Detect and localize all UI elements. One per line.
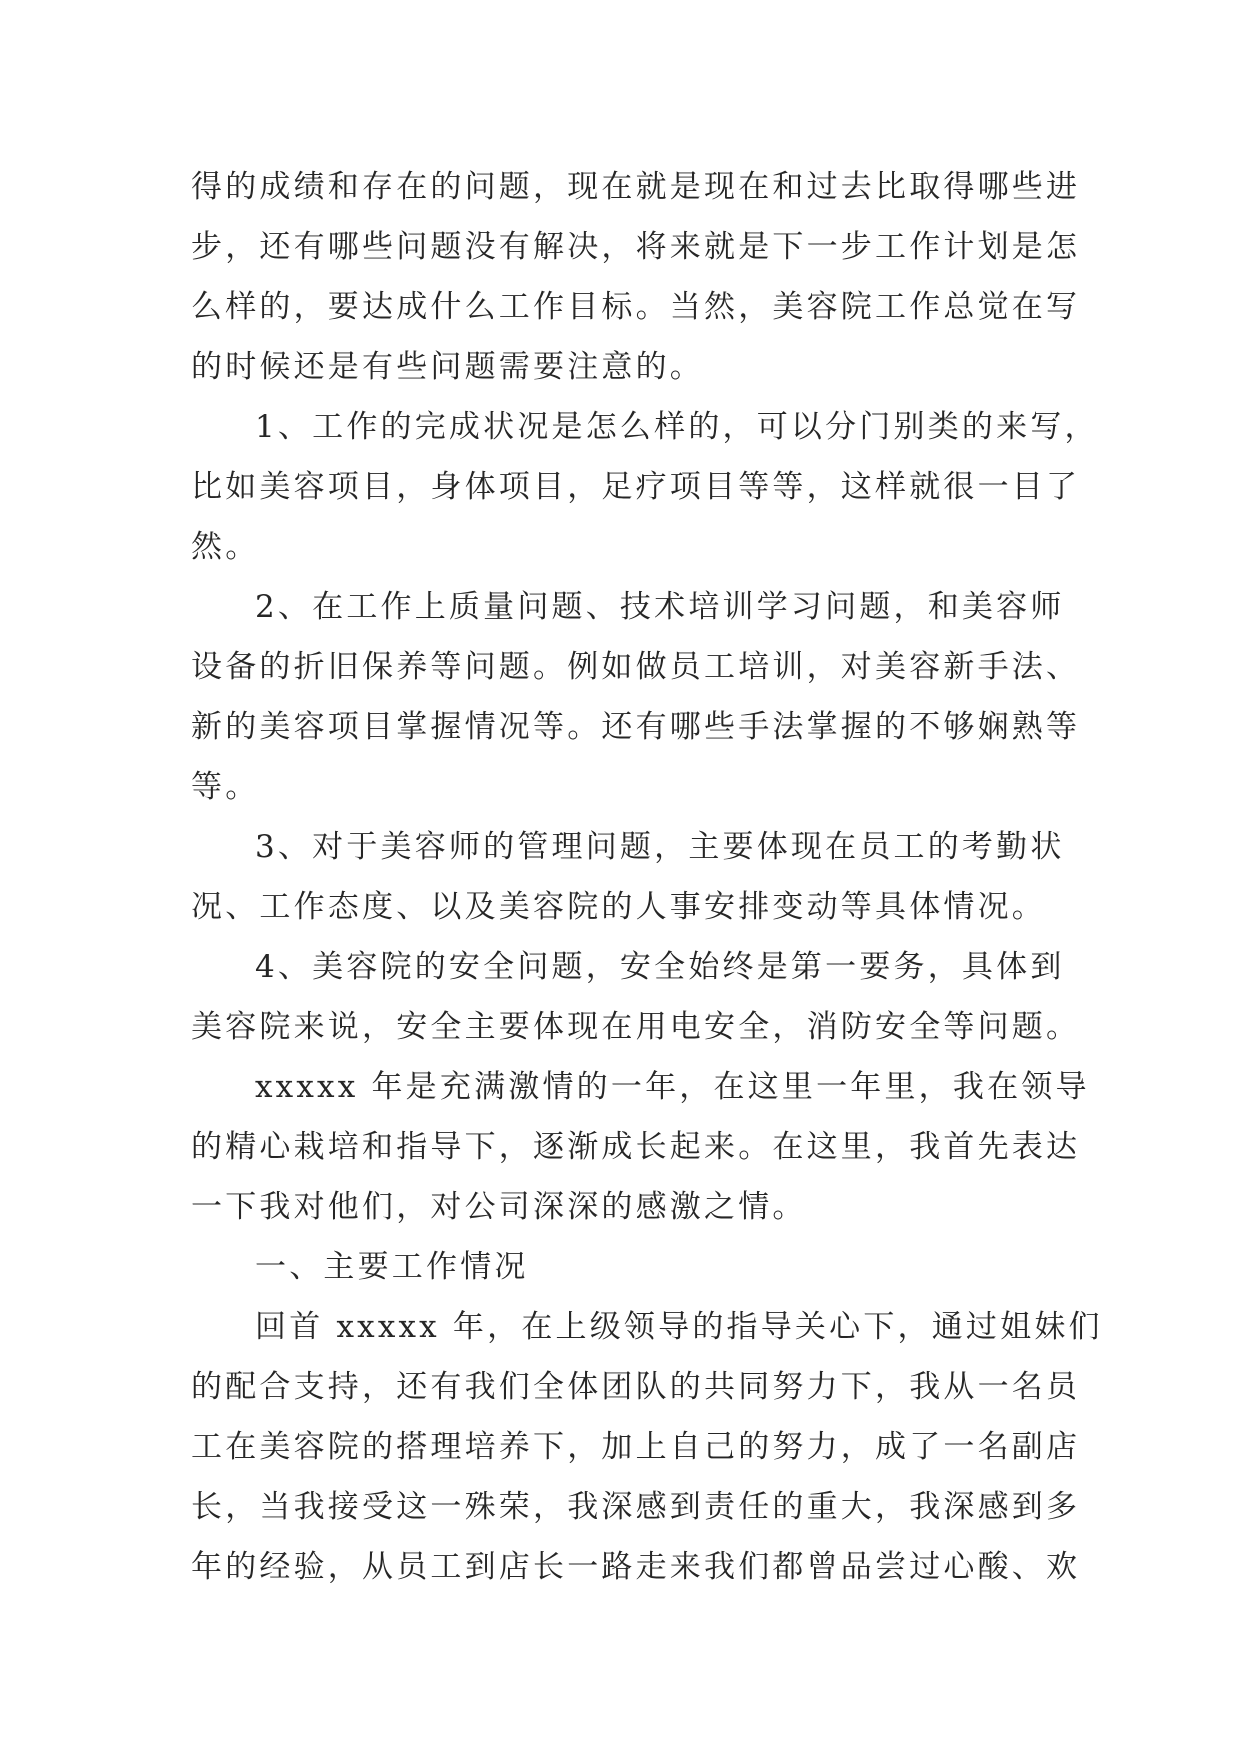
text-line: 新的美容项目掌握情况等。还有哪些手法掌握的不够娴熟等 (191, 709, 1081, 745)
paragraph-line: xxxxx 年是充满激情的一年，在这里一年里，我在领导 (255, 1069, 1090, 1105)
text-line: 美容院来说，安全主要体现在用电安全，消防安全等问题。 (191, 1009, 1081, 1045)
text-line: 比如美容项目，身体项目，足疗项目等等，这样就很一目了 (191, 469, 1081, 505)
list-item-line: 3、对于美容师的管理问题，主要体现在员工的考勤状 (255, 829, 1065, 865)
paragraph-line: 回首 xxxxx 年，在上级领导的指导关心下，通过姐妹们 (255, 1309, 1103, 1345)
text-line: 年的经验，从员工到店长一路走来我们都曾品尝过心酸、欢 (191, 1549, 1081, 1585)
list-item-line: 1、工作的完成状况是怎么样的，可以分门别类的来写， (255, 409, 1099, 445)
text-line: 的配合支持，还有我们全体团队的共同努力下，我从一名员 (191, 1369, 1081, 1405)
text-line: 么样的，要达成什么工作目标。当然，美容院工作总觉在写 (191, 289, 1081, 325)
text-line: 步，还有哪些问题没有解决，将来就是下一步工作计划是怎 (191, 229, 1081, 265)
text-line: 然。 (191, 529, 260, 565)
text-line: 况、工作态度、以及美容院的人事安排变动等具体情况。 (191, 889, 1046, 925)
text-line: 工在美容院的搭理培养下，加上自己的努力，成了一名副店 (191, 1429, 1081, 1465)
text-line: 一下我对他们，对公司深深的感激之情。 (191, 1189, 807, 1225)
text-line: 的时候还是有些问题需要注意的。 (191, 349, 704, 385)
text-line: 等。 (191, 769, 260, 805)
list-item-line: 4、美容院的安全问题，安全始终是第一要务，具体到 (255, 949, 1065, 985)
document-body (191, 157, 1103, 1597)
text-line: 设备的折旧保养等问题。例如做员工培训，对美容新手法、 (191, 649, 1081, 685)
list-item-line: 2、在工作上质量问题、技术培训学习问题，和美容师 (255, 589, 1065, 625)
text-line: 长，当我接受这一殊荣，我深感到责任的重大，我深感到多 (191, 1489, 1081, 1525)
text-line: 的精心栽培和指导下，逐渐成长起来。在这里，我首先表达 (191, 1129, 1081, 1165)
text-line: 得的成绩和存在的问题，现在就是现在和过去比取得哪些进 (191, 169, 1081, 205)
section-heading: 一、主要工作情况 (255, 1249, 529, 1285)
